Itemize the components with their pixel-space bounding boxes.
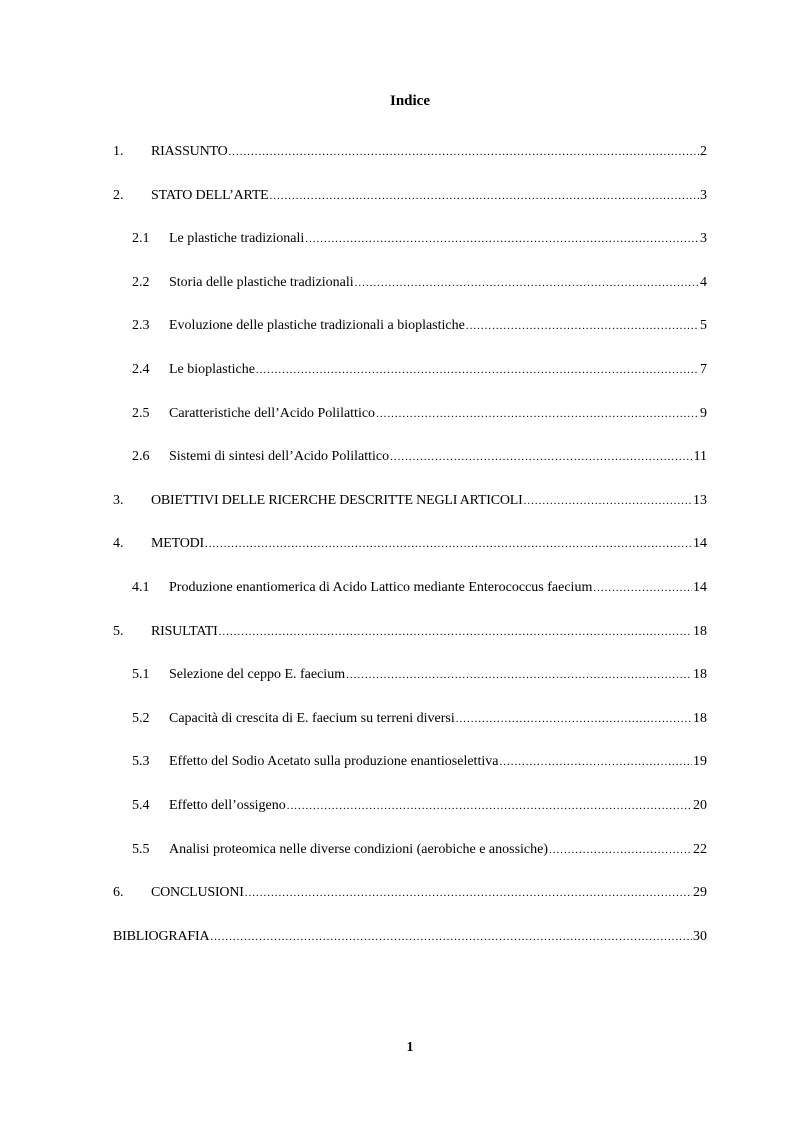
toc-entry-title: Evoluzione delle plastiche tradizionali a bioplastiche xyxy=(169,318,465,334)
toc-entry[interactable] xyxy=(113,794,707,838)
toc-entry-number: 5.5 xyxy=(132,841,150,857)
toc-dot-leader xyxy=(219,620,692,644)
toc-entry-page: 22 xyxy=(693,841,707,857)
toc-entry-number: 2.3 xyxy=(132,318,150,334)
toc-entry[interactable] xyxy=(113,489,707,533)
toc-entry-number: 4.1 xyxy=(132,579,150,595)
toc-entry-title: Le bioplastiche xyxy=(169,361,255,377)
toc-entry-number: 2.4 xyxy=(132,361,150,377)
toc-entry-title: Produzione enantiomerica di Acido Lattico mediante Enterococcus faecium xyxy=(169,579,593,595)
toc-entry-page: 11 xyxy=(693,449,707,465)
toc-entry-title: RIASSUNTO xyxy=(151,144,228,159)
toc-entry-page: 14 xyxy=(693,536,707,552)
toc-dot-leader xyxy=(346,663,692,687)
toc-entry-title: Le plastiche tradizionali xyxy=(169,231,305,247)
toc-entry-title: Effetto del Sodio Acetato sulla produzione enantioselettiva xyxy=(169,754,499,770)
toc-entry[interactable] xyxy=(113,314,707,358)
toc-entry[interactable] xyxy=(113,576,707,620)
toc-entry-page: 29 xyxy=(693,885,707,901)
toc-entry[interactable] xyxy=(113,271,707,315)
toc-entry[interactable] xyxy=(113,227,707,271)
toc-entry-title: Capacità di crescita di E. faecium su terreni diversi xyxy=(169,710,455,726)
toc-dot-leader xyxy=(549,838,692,862)
toc-entry[interactable] xyxy=(113,445,707,489)
toc-entry-page: 7 xyxy=(700,361,707,377)
toc-entry-title: BIBLIOGRAFIA xyxy=(113,928,210,944)
toc-entry[interactable] xyxy=(113,184,707,228)
toc-entry[interactable] xyxy=(113,881,707,925)
toc-entry-page: 13 xyxy=(693,492,707,508)
toc-entry-title: METODI xyxy=(151,536,204,552)
toc-entry-number: 4. xyxy=(113,536,124,552)
toc-dot-leader xyxy=(256,358,699,382)
toc-entry[interactable] xyxy=(113,707,707,751)
toc-entry-number: 5.1 xyxy=(132,667,150,683)
toc-dot-leader xyxy=(245,881,692,905)
table-of-contents xyxy=(113,140,707,968)
toc-dot-leader xyxy=(376,402,699,426)
toc-entry[interactable] xyxy=(113,140,707,184)
toc-entry-page: 9 xyxy=(700,405,707,421)
toc-entry[interactable] xyxy=(113,620,707,664)
toc-dot-leader xyxy=(229,140,699,164)
page-number: 1 xyxy=(406,1040,414,1055)
toc-entry[interactable] xyxy=(113,358,707,402)
toc-entry-title: RISULTATI xyxy=(151,623,218,639)
toc-entry-title: Effetto dell’ossigeno xyxy=(169,797,286,813)
page-title: Indice xyxy=(389,93,430,109)
toc-entry-number: 2.6 xyxy=(132,449,150,465)
toc-entry-number: 2.5 xyxy=(132,405,150,421)
toc-entry-page: 20 xyxy=(693,797,707,813)
toc-dot-leader xyxy=(456,707,692,731)
toc-entry-title: OBIETTIVI DELLE RICERCHE DESCRITTE NEGLI ARTICOLI xyxy=(151,492,523,508)
toc-dot-leader xyxy=(287,794,692,818)
toc-entry-title: CONCLUSIONI xyxy=(151,885,244,901)
toc-entry-number: 5.3 xyxy=(132,754,150,770)
toc-dot-leader xyxy=(210,925,692,949)
toc-entry-number: 5.2 xyxy=(132,710,150,726)
toc-dot-leader xyxy=(524,489,692,513)
toc-entry-page: 4 xyxy=(700,274,707,290)
toc-entry-title: Selezione del ceppo E. faecium xyxy=(169,667,346,683)
toc-entry-title: Storia delle plastiche tradizionali xyxy=(169,274,354,290)
toc-entry[interactable] xyxy=(113,663,707,707)
toc-entry-page: 18 xyxy=(693,623,707,639)
toc-entry-page: 2 xyxy=(700,144,707,159)
toc-entry-page: 30 xyxy=(693,928,707,944)
toc-entry[interactable] xyxy=(113,750,707,794)
toc-entry-number: 2.1 xyxy=(132,231,150,247)
toc-entry[interactable] xyxy=(113,402,707,446)
toc-entry-number: 2.2 xyxy=(132,274,150,290)
toc-dot-leader xyxy=(270,184,699,208)
toc-entry-page: 3 xyxy=(700,187,707,203)
toc-entry-number: 5. xyxy=(113,623,124,639)
toc-dot-leader xyxy=(390,445,692,469)
toc-entry-title: Sistemi di sintesi dell’Acido Polilattico xyxy=(169,449,390,465)
toc-entry-page: 19 xyxy=(693,754,707,770)
toc-dot-leader xyxy=(305,227,699,251)
toc-dot-leader xyxy=(205,532,692,556)
toc-entry-page: 14 xyxy=(693,579,707,595)
toc-entry-number: 3. xyxy=(113,492,124,508)
toc-dot-leader xyxy=(499,750,692,774)
toc-entry[interactable] xyxy=(113,532,707,576)
toc-entry[interactable] xyxy=(113,925,707,969)
toc-entry[interactable] xyxy=(113,838,707,882)
toc-dot-leader xyxy=(593,576,692,600)
toc-dot-leader xyxy=(355,271,699,295)
toc-entry-page: 3 xyxy=(700,231,707,247)
toc-dot-leader xyxy=(466,314,699,338)
toc-entry-page: 18 xyxy=(693,710,707,726)
toc-entry-title: Analisi proteomica nelle diverse condizioni (aerobiche e anossiche) xyxy=(169,841,549,857)
toc-entry-number: 6. xyxy=(113,885,124,901)
toc-entry-title: STATO DELL’ARTE xyxy=(151,187,269,203)
toc-entry-page: 5 xyxy=(700,318,707,334)
toc-entry-number: 2. xyxy=(113,187,124,203)
toc-entry-number: 5.4 xyxy=(132,797,150,813)
toc-entry-number: 1. xyxy=(113,144,124,159)
toc-entry-page: 18 xyxy=(693,667,707,683)
toc-entry-title: Caratteristiche dell’Acido Polilattico xyxy=(169,405,376,421)
